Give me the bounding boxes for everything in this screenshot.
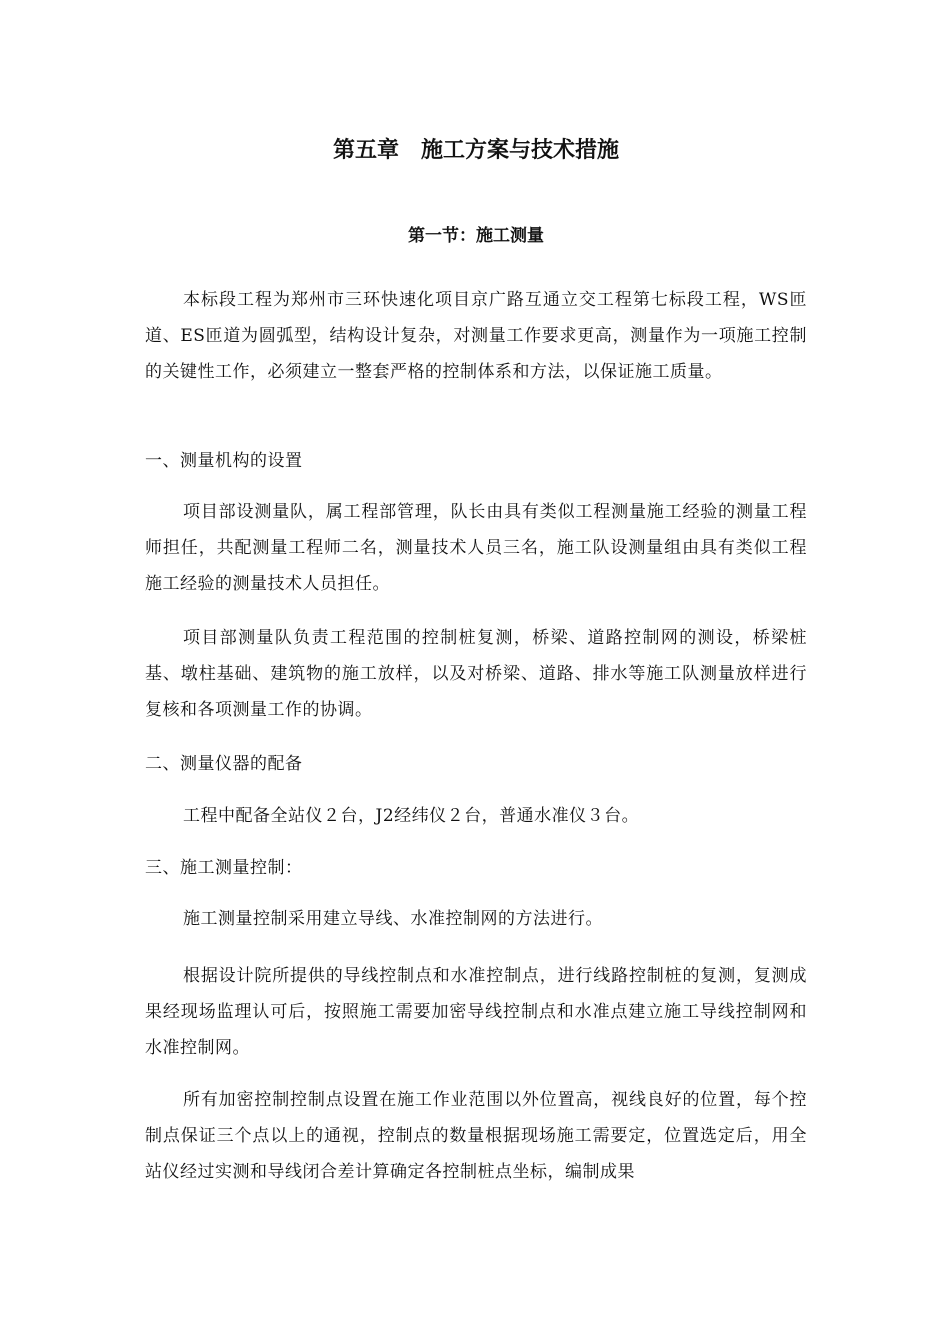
chapter-title: 第五章 施工方案与技术措施 (332, 138, 619, 163)
control-points-paragraph: 所有加密控制控制点设置在施工作业范围以外位置高，视线良好的位置，每个控制点保证三个点以上的通视，控制点的数量根据现场施工需要定，位置选定后，用全站仪经过实测和导线闭合差计算确定各控制桩点坐标，编制成果 (145, 1090, 807, 1182)
heading-survey-instruments: 二、测量仪器的配备 (145, 754, 303, 774)
control-network-paragraph: 根据设计院所提供的导线控制点和水准控制点，进行线路控制桩的复测，复测成果经现场监理认可后，按照施工需要加密导线控制点和水准点建立施工导线控制网和水准控制网。 (145, 966, 807, 1058)
survey-duties-paragraph: 项目部测量队负责工程范围的控制桩复测，桥梁、道路控制网的测设，桥梁桩基、墩柱基础、建筑物的施工放样，以及对桥梁、道路、排水等施工队测量放样进行复核和各项测量工作的协调。 (145, 628, 807, 720)
intro-paragraph: 本标段工程为郑州市三环快速化项目京广路互通立交工程第七标段工程，WS匝道、ES匝道为圆弧型，结构设计复杂，对测量工作要求更高，测量作为一项施工控制的关键性工作，必须建立一整套严格的控制体系和方法，以保证施工质量。 (145, 290, 807, 382)
heading-survey-organization: 一、测量机构的设置 (145, 451, 303, 471)
section-title: 第一节：施工测量 (408, 226, 544, 246)
survey-team-paragraph: 项目部设测量队，属工程部管理，队长由具有类似工程测量施工经验的测量工程师担任，共配测量工程师二名，测量技术人员三名，施工队设测量组由具有类似工程施工经验的测量技术人员担任。 (145, 502, 807, 594)
instruments-paragraph: 工程中配备全站仪２台，J2经纬仪２台，普通水准仪３台。 (183, 806, 640, 826)
control-method-paragraph: 施工测量控制采用建立导线、水准控制网的方法进行。 (183, 909, 603, 929)
heading-survey-control: 三、施工测量控制： (145, 858, 303, 878)
